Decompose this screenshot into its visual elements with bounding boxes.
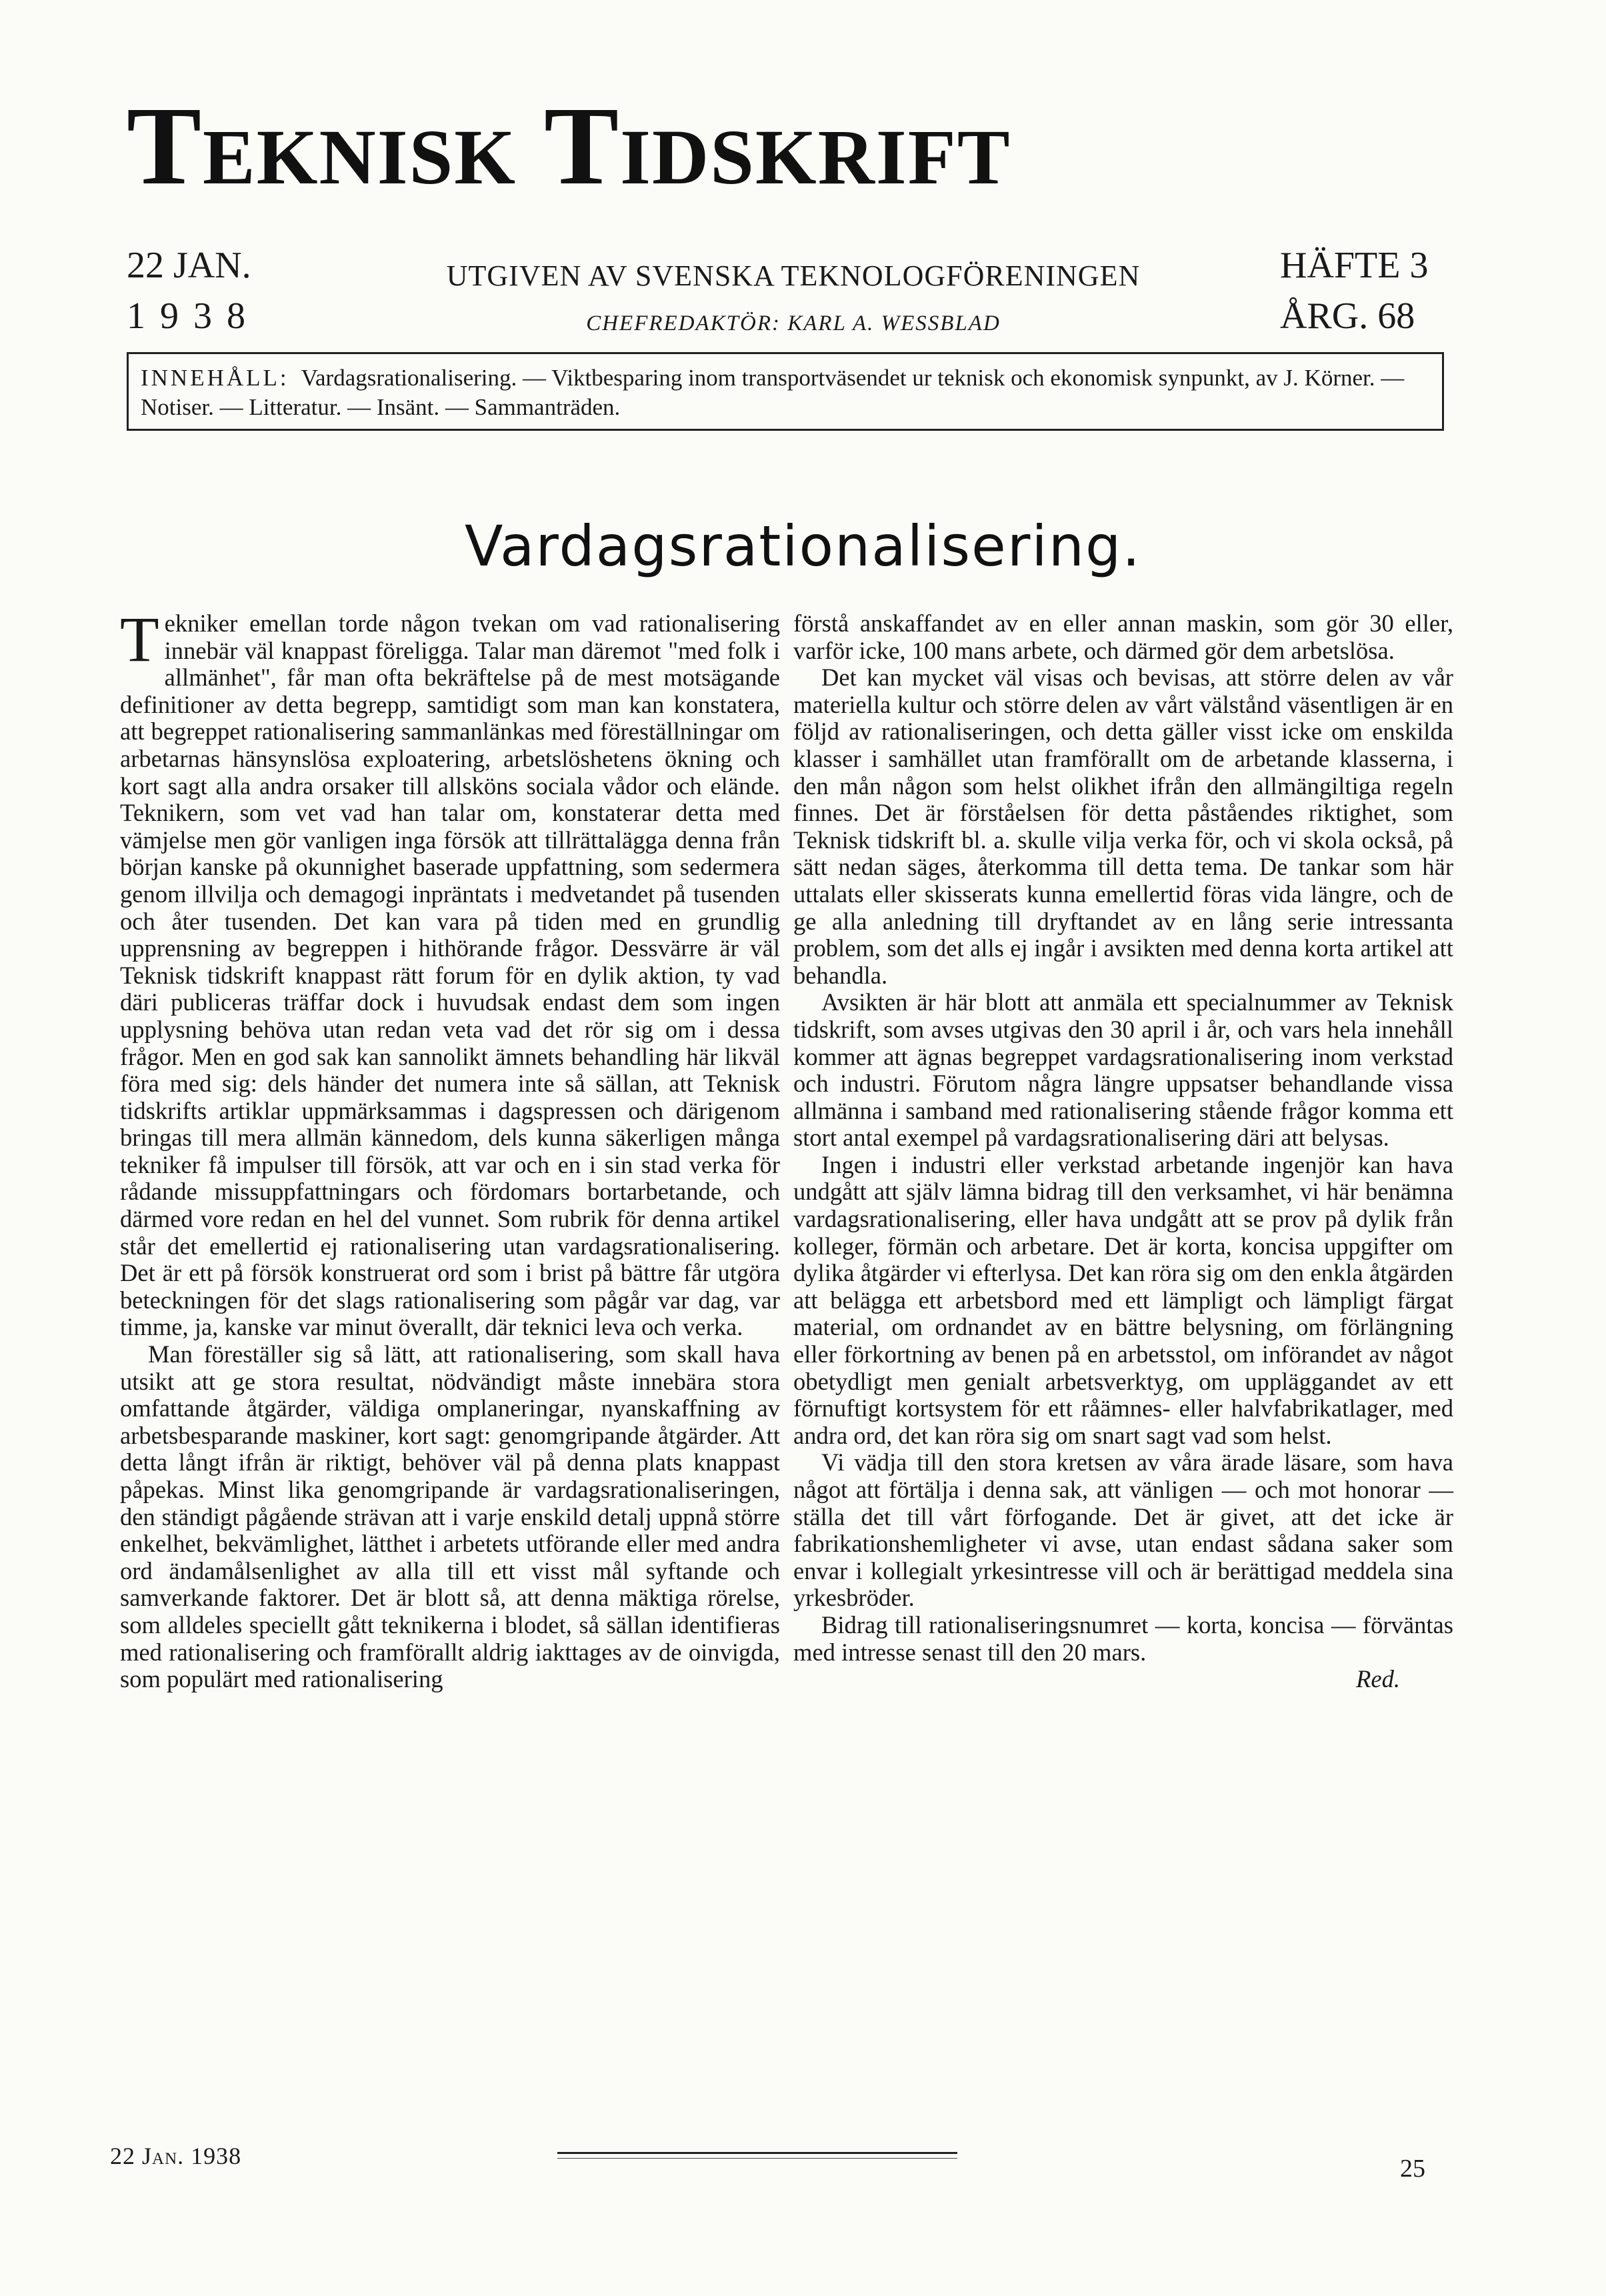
issue-argang: ÅRG. 68 [1280, 295, 1415, 337]
issue-date-year: 1938 [127, 295, 260, 337]
publisher-line: UTGIVEN AV SVENSKA TEKNOLOGFÖRENINGEN [446, 259, 1141, 292]
footer-date [110, 2142, 241, 2170]
drop-cap: T [120, 604, 159, 675]
contents-box [127, 352, 1444, 431]
page-number: 25 [1400, 2155, 1425, 2183]
paragraph: Ingen i industri eller verkstad arbetande ingenjör kan hava undgått att själv lämna bidrag till den verksamhet, vi här benämna vardagsrationalisering, eller hava undgått att se prov på dylik från kolleger, förmän och arbetare. Det är korta, koncisa uppgifter om dylika åtgärder vi efterlysa. Det kan röra sig om den enkla åtgärden att belägga ett arbetsbord med ett lämpligt och lämpligt färgat material, om ordnandet av en bättre belysning, om förlängning eller förkortning av benen på en arbetsstol, om införandet av något obetydligt men genialt arbetsverktyg, om uppläggandet av ett förnuftigt kortsystem för ett råämnes- eller halvfabrikatlager, med andra ord, det kan röra sig om snart sagt vad som helst. [793, 1150, 1453, 1449]
article-column-left [120, 604, 780, 1693]
header-row [0, 240, 1606, 360]
paragraph: Man föreställer sig så lätt, att rationalisering, som skall hava utsikt att ge stora resultat, nödvändigt måste innebära stora omfattande åtgärder, väldiga omplaneringar, nyanskaffning av arbetsbesparande maskiner, kort sagt: genomgripande åtgärder. Att detta långt ifrån är riktigt, behöver väl på denna plats knappast påpekas. Minst lika genomgripande är vardagsrationaliseringen, den ständigt pågående strävan att i varje enskild detalj uppnå större enkelhet, bekvämlighet, lätthet i arbetets utförande eller med andra ord ändamålsenlighet av alla till ett visst mål syftande och samverkande faktorer. Det är blott så, att denna mäktiga rörelse, som alldeles speciellt gått teknikerna i blodet, så sällan identifieras med rationalisering och framförallt aldrig iakttages av de oinvigda, som populärt med rationalisering [120, 1340, 780, 1693]
footer-date-year: 1938 [191, 2143, 242, 2169]
footer-date-day: 22 [110, 2143, 135, 2169]
publisher-block [420, 259, 1167, 336]
paragraph: Bidrag till rationaliseringsnumret — korta, koncisa — förväntas med intresse senast till den 20 mars. [793, 1610, 1453, 1666]
contents-label: INNEHÅLL: [141, 365, 289, 391]
signature: Red. [1355, 1665, 1400, 1693]
paragraph: förstå anskaffandet av en eller annan maskin, som gör 30 eller, varför icke, 100 mans arbete, och därmed gör dem arbetslösa. [793, 610, 1453, 664]
paragraph-text: ekniker emellan torde någon tvekan om vad rationalisering innebär väl knappast föreligga. Talar man däremot "med folk i allmänhet", får man ofta bekräftelse på de mest motsägande definitioner av detta begrepp, samtidigt som man kan konstatera, att begreppet rationalisering sammanlänkas med föreställningar om arbetarnas hänsynslösa exploatering, arbetslöshetens ökning och kort sagt alla andra orsaker till allsköns sociala vådor och elände. Teknikern, som vet vad han talar om, konstaterar detta med vämjelse men gör vanligen inga försök att tillrättalägga denna från början kanske på okunnighet baserade uppfattning, som sedermera genom illvilja och demagogi inpräntats i medvetandet på tusenden och åter tusenden. Det kan vara på tiden med en grundlig upprensning av begreppen i hithörande frågor. Dessvärre är väl Teknisk tidskrift knappast rätt forum för en dylik aktion, ty vad däri publiceras träffar dock i huvudsak endast dem som ingen upplysning behöva utan redan veta vad det rör sig om i dessa frågor. Men en god sak kan sannolikt ämnets behandling här likväl föra med sig: dels händer det numera inte så sällan, att Teknisk tidskrifts artiklar uppmärksammas i dagspressen och därigenom bringas till mera allmän kännedom, dels kunna säkerligen många tekniker få impulser till försök, att var och en i sin stad verka för rådande missuppfattningars och fördomars bortarbetande, och därmed vore redan en hel del vunnet. Som rubrik för denna artikel står det emellertid ej rationalisering utan vardagsrationalisering. Det är ett på försök konstruerat ord som i brist på bättre får utgöra beteckningen för det slags rationalisering som pågår var dag, var timme, ja, kanske var minut överallt, där teknici leva och verka. [120, 610, 780, 1341]
article-title: Vardagsrationalisering. [465, 513, 1141, 579]
issue-hafte: HÄFTE 3 [1280, 245, 1429, 286]
footer-rule-thin [557, 2158, 957, 2159]
article-column-right [793, 610, 1453, 1693]
paragraph: Avsikten är här blott att anmäla ett specialnummer av Teknisk tidskrift, som avses utgivas den 30 april i år, och vars hela innehåll kommer att ägnas begreppet vardagsrationalisering inom verkstad och industri. Förutom några längre uppsatser behandlande vissa allmänna i samband med rationalisering stående frågor komma ett stort antal exempel på vardagsrationalisering däri att belysas. [793, 988, 1453, 1152]
paragraph [120, 604, 780, 1341]
footer-rule [557, 2152, 957, 2154]
issue-number [1280, 240, 1428, 341]
paragraph: Vi vädja till den stora kretsen av våra ärade läsare, som hava något att förtälja i denna sak, att vänligen — och mot honorar — ställa det till vårt förfogande. Det är givet, att det icke är fabrikationshemligheter vi avse, utan endast sådana saker som envar i kollegialt yrkesintresse vill och är berättigad meddela sina yrkesbröder. [793, 1448, 1453, 1612]
footer-date-month: Jan. [142, 2143, 185, 2169]
masthead-title: Teknisk Tidskrift [127, 84, 1011, 208]
paragraph: Det kan mycket väl visas och bevisas, att större delen av vår materiella kultur och större delen av vårt välstånd väsentligen är en följd av rationaliseringen, och detta gäller visst icke om enskilda klasser i samhället utan framförallt om de arbetande klasserna, i den mån någon som helst olikhet ifrån den allmängiltiga regeln finnes. Det är förståelsen för detta påståendes riktighet, som Teknisk tidskrift bl. a. skulle vilja verka för, och vi skola också, på sätt nedan säges, återkomma till detta tema. De tankar som här uttalats eller skisserats kunna emellertid föras vida längre, och de ge alla anledning till dryftandet av en lång serie intressanta problem, som det alls ej ingår i avsikten med denna korta artikel att behandla. [793, 664, 1453, 989]
issue-date-day: 22 JAN. [127, 245, 251, 286]
issue-date [127, 240, 260, 341]
editor-line: CHEFREDAKTÖR: KARL A. WESSBLAD [586, 311, 1001, 335]
contents-text: Vardagsrationalisering. — Viktbesparing inom transportväsendet ur teknisk och ekonomisk synpunkt, av J. Körner. — Notiser. — Litteratur. — Insänt. — Sammanträden. [141, 365, 1405, 420]
